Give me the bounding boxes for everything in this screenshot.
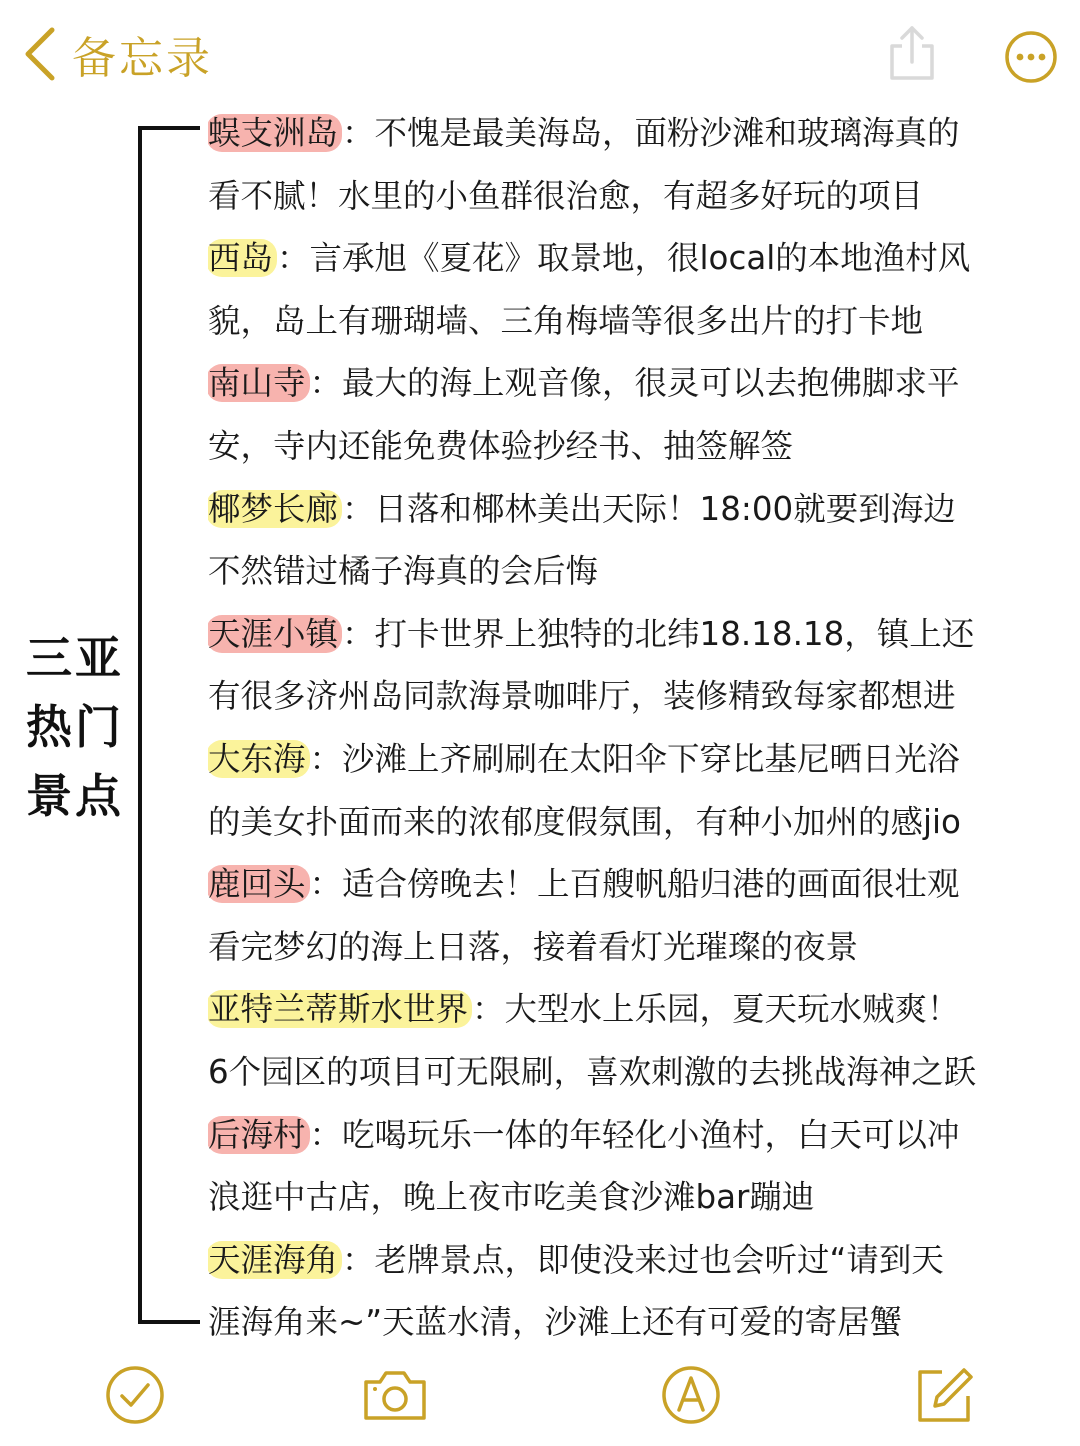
- note-line: [208, 478, 1068, 541]
- entry-text: 浪逛中古店，晚上夜市吃美食沙滩bar蹦迪: [208, 1178, 815, 1217]
- entry-title: 鹿回头: [208, 865, 310, 903]
- side-label-line: 三亚: [26, 631, 124, 685]
- bottom-toolbar: [0, 1350, 1080, 1446]
- entry-colon: ：: [309, 364, 343, 403]
- entry-title: 椰梦长廊: [208, 490, 342, 528]
- side-label-line: 热门: [26, 700, 124, 754]
- note-body[interactable]: [208, 102, 1068, 1354]
- share-icon[interactable]: [884, 24, 940, 82]
- note-line: [208, 603, 1068, 666]
- entry-text: 看不腻！水里的小鱼群很治愈，有超多好玩的项目: [208, 176, 924, 215]
- entry-text: 适合傍晚去！上百艘帆船归港的画面很壮观: [342, 865, 960, 904]
- entry-title: 大东海: [208, 740, 310, 778]
- note-line: [208, 227, 1068, 290]
- navigation-bar: [0, 0, 1080, 110]
- entry-colon: ：: [472, 990, 505, 1029]
- side-label: [26, 624, 126, 831]
- entry-colon: ：: [342, 614, 375, 653]
- note-line: [208, 853, 1068, 916]
- more-icon[interactable]: [1004, 30, 1058, 84]
- camera-icon[interactable]: [360, 1364, 430, 1426]
- entry-colon: ：: [342, 489, 375, 528]
- side-label-line: 景点: [26, 769, 124, 823]
- note-line: [208, 1104, 1068, 1167]
- markup-icon[interactable]: [660, 1364, 722, 1426]
- entry-title: 西岛: [208, 239, 277, 277]
- entry-colon: ：: [277, 239, 310, 278]
- note-line: [208, 728, 1068, 791]
- note-line: [208, 540, 1068, 603]
- entry-text: 不然错过橘子海真的会后悔: [208, 552, 599, 591]
- entry-text: 涯海角来~”天蓝水清，沙滩上还有可爱的寄居蟹: [208, 1303, 903, 1342]
- entry-text: 打卡世界上独特的北纬18.18.18，镇上还: [374, 614, 975, 653]
- note-line: [208, 415, 1068, 478]
- back-label: 备忘录: [72, 33, 213, 84]
- entry-colon: ：: [309, 865, 343, 904]
- entry-text: 不愧是最美海岛，面粉沙滩和玻璃海真的: [374, 114, 960, 152]
- entry-colon: ：: [342, 114, 375, 152]
- entry-text: 的美女扑面而来的浓郁度假氛围，有种小加州的感jio: [208, 802, 961, 841]
- checklist-icon[interactable]: [104, 1364, 166, 1426]
- entry-colon: ：: [309, 739, 343, 778]
- entry-text: 沙滩上齐刷刷在太阳伞下穿比基尼晒日光浴: [342, 739, 960, 778]
- entry-text: 6个园区的项目可无限刷，喜欢刺激的去挑战海神之跃: [208, 1052, 977, 1091]
- note-line: [208, 352, 1068, 415]
- entry-text: 看完梦幻的海上日落，接着看灯光璀璨的夜景: [208, 927, 859, 966]
- note-line: [208, 1291, 1068, 1354]
- bracket-divider: [138, 126, 200, 1324]
- entry-text: 有很多济州岛同款海景咖啡厅，装修精致每家都想进: [208, 677, 956, 716]
- entry-text: 日落和椰林美出天际！18:00就要到海边: [374, 489, 956, 528]
- back-button[interactable]: [22, 22, 213, 86]
- entry-title: 南山寺: [208, 364, 310, 402]
- note-line: [208, 665, 1068, 728]
- entry-text: 大型水上乐园，夏天玩水贼爽！: [504, 990, 960, 1029]
- note-line: [208, 978, 1068, 1041]
- note-line: [208, 1041, 1068, 1104]
- entry-text: 老牌景点，即使没来过也会听过“请到天: [374, 1240, 944, 1279]
- note-line: [208, 916, 1068, 979]
- entry-colon: ：: [309, 1115, 343, 1154]
- chevron-left-icon: [22, 26, 58, 82]
- entry-text: 言承旭《夏花》取景地，很local的本地渔村风: [309, 239, 971, 278]
- note-line: [208, 791, 1068, 854]
- entry-title: 天涯小镇: [208, 615, 342, 653]
- entry-text: 吃喝玩乐一体的年轻化小渔村，白天可以冲: [342, 1115, 960, 1154]
- note-line: [208, 165, 1068, 228]
- entry-text: 最大的海上观音像，很灵可以去抱佛脚求平: [342, 364, 960, 403]
- compose-icon[interactable]: [914, 1364, 976, 1426]
- entry-text: 貌，岛上有珊瑚墙、三角梅墙等很多出片的打卡地: [208, 301, 924, 340]
- note-line: [208, 290, 1068, 353]
- note-line: [208, 1166, 1068, 1229]
- entry-title: 天涯海角: [208, 1241, 342, 1279]
- note-line: [208, 1229, 1068, 1292]
- entry-title: 蜈支洲岛: [208, 114, 342, 152]
- entry-title: 亚特兰蒂斯水世界: [208, 990, 472, 1028]
- entry-text: 安，寺内还能免费体验抄经书、抽签解签: [208, 426, 794, 465]
- note-line: [208, 102, 1068, 165]
- entry-title: 后海村: [208, 1116, 310, 1154]
- entry-colon: ：: [342, 1240, 375, 1279]
